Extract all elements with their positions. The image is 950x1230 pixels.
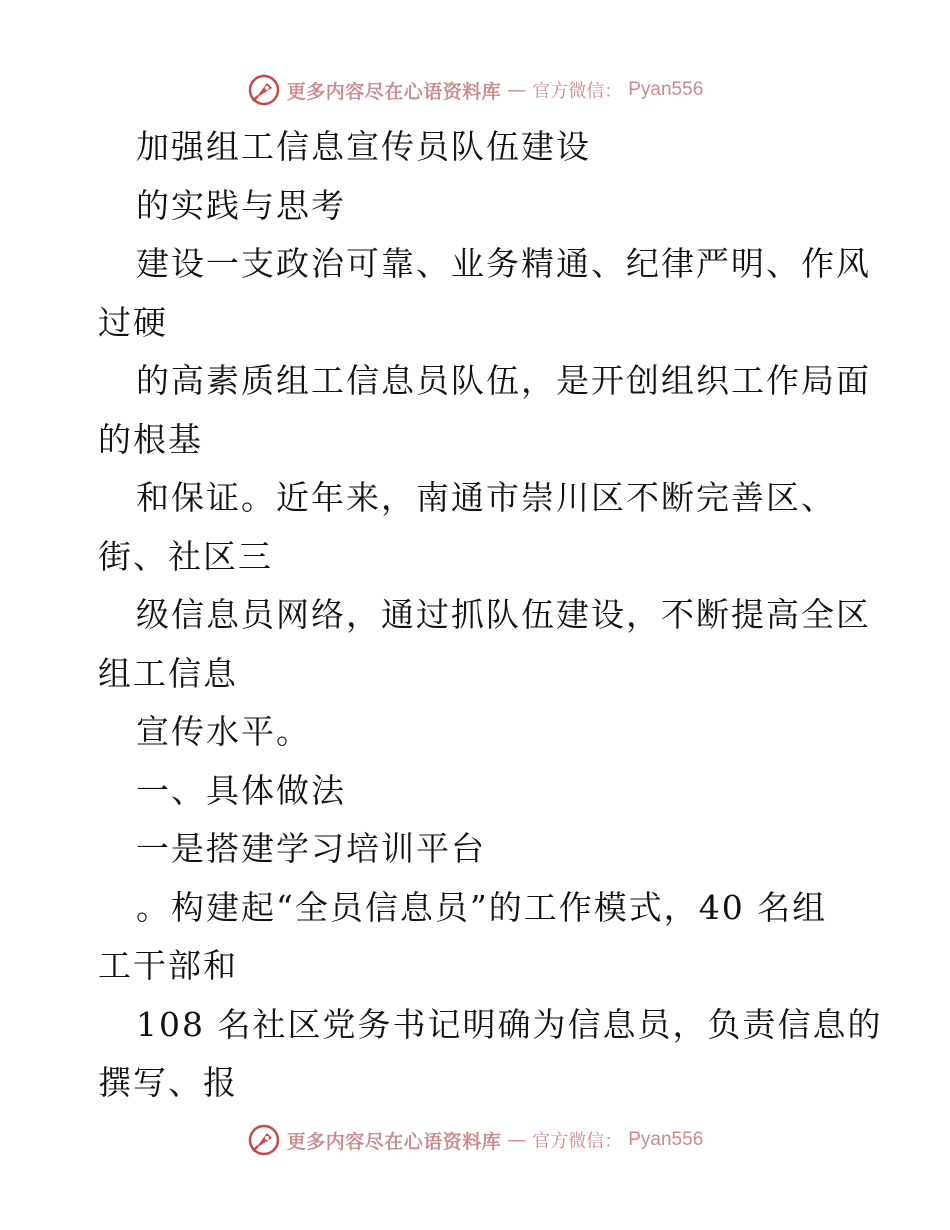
text-line: 过硬 <box>98 302 168 342</box>
text-line: 街、社区三 <box>98 536 273 576</box>
document-body <box>98 118 883 1113</box>
text-line: 组工信息 <box>98 653 238 693</box>
text-line: 的高素质组工信息员队伍，是开创组织工作局面 <box>136 361 871 400</box>
text-line: 108 名社区党务书记明确为信息员，负责信息的 <box>136 1004 883 1044</box>
footer-banner <box>0 1120 950 1160</box>
text-line: 工干部和 <box>98 946 238 985</box>
banner-slogan: 更多内容尽在心语资料库 <box>286 80 502 103</box>
header-banner <box>0 70 950 110</box>
text-line: 。构建起“全员信息员”的工作模式，40 名组 <box>136 887 828 927</box>
pen-nib-logo-icon <box>247 73 281 107</box>
text-line: 的根基 <box>98 419 203 459</box>
pen-nib-logo-icon <box>247 1123 281 1157</box>
text-line: 宣传水平。 <box>136 712 311 751</box>
text-line: 加强组工信息宣传员队伍建设 <box>136 127 591 166</box>
text-line: 一是搭建学习培训平台 <box>136 829 486 868</box>
text-line: 建设一支政治可靠、业务精通、纪律严明、作风 <box>136 244 871 283</box>
text-line: 的实践与思考 <box>136 185 346 225</box>
banner-wechat-id: Pyan556 <box>628 79 704 100</box>
banner-slogan: 更多内容尽在心语资料库 <box>286 1130 502 1153</box>
banner-dash: — <box>507 1129 527 1151</box>
text-line: 一、具体做法 <box>136 770 346 810</box>
text-line: 撰写、报 <box>98 1063 238 1102</box>
text-line: 和保证。近年来，南通市崇川区不断完善区、 <box>136 478 836 517</box>
banner-wechat-label: 官方微信： <box>532 1131 623 1152</box>
banner-wechat-id: Pyan556 <box>628 1129 704 1150</box>
text-line: 级信息员网络，通过抓队伍建设，不断提高全区 <box>136 595 871 634</box>
banner-wechat-label: 官方微信： <box>532 81 623 102</box>
banner-dash: — <box>507 79 527 101</box>
